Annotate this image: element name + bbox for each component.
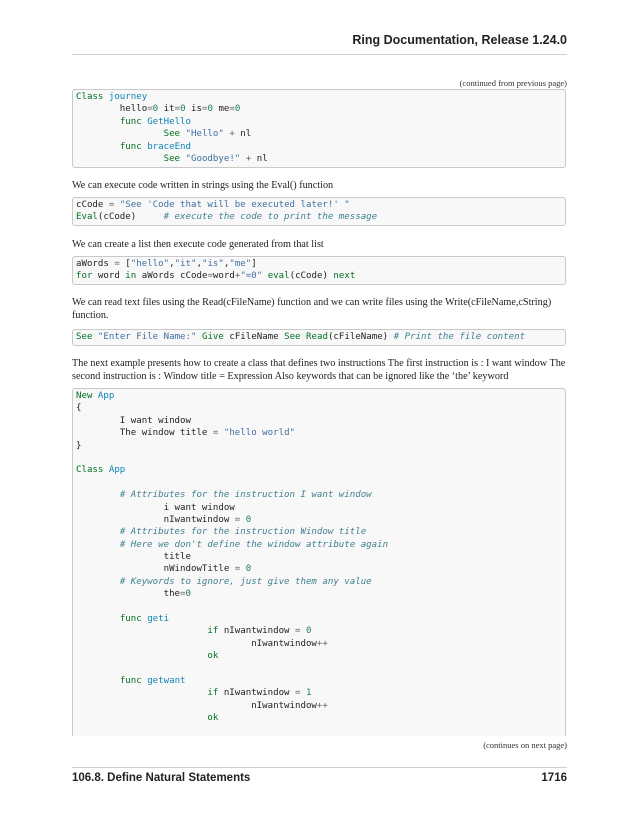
- code-token: "hello world": [223, 428, 296, 439]
- code-token: 0: [180, 104, 186, 115]
- code-token: Class: [76, 92, 104, 102]
- code-line: [76, 116, 562, 128]
- code-token: aWords cCode: [136, 271, 208, 282]
- code-token: braceEnd: [147, 141, 192, 152]
- footer-page-number: 1716: [541, 772, 567, 784]
- code-token: [76, 713, 207, 723]
- code-line: [76, 650, 562, 662]
- code-token: The window title: [76, 428, 213, 439]
- code-line: [76, 551, 562, 563]
- code-line: [76, 211, 562, 223]
- code-token: (cCode): [289, 271, 334, 282]
- code-token: # Attributes for the instruction Window title: [119, 527, 367, 538]
- code-token: 0: [245, 514, 252, 525]
- code-line: [76, 539, 562, 551]
- code-line: [76, 464, 562, 476]
- code-token: {: [76, 403, 82, 414]
- code-token: ,: [223, 259, 230, 269]
- code-token: nWindowTitle: [76, 564, 235, 575]
- code-token: "Hello": [185, 129, 224, 140]
- code-token: [76, 527, 120, 537]
- code-token: ok: [207, 713, 219, 724]
- code-token: # Here we don't define the window attribute again: [119, 539, 389, 550]
- code-token: Class: [76, 465, 104, 476]
- code-token: if: [207, 626, 219, 637]
- code-token: next: [333, 271, 356, 282]
- code-token: cFileName: [223, 332, 285, 342]
- code-line: [76, 638, 562, 650]
- code-token: nIwantwindow: [218, 626, 296, 637]
- code-token: =: [229, 104, 235, 115]
- code-token: 0: [305, 626, 312, 637]
- code-token: "=0": [240, 271, 263, 282]
- code-token: "Goodbye!": [185, 153, 241, 164]
- code-line: [76, 331, 562, 343]
- code-line: [76, 514, 562, 526]
- code-token: ]: [251, 259, 257, 269]
- code-token: [76, 614, 120, 624]
- code-token: me: [212, 104, 230, 115]
- code-token: ++: [316, 638, 328, 649]
- code-line: [76, 588, 562, 600]
- code-token: 0: [234, 104, 241, 115]
- code-line: [76, 601, 562, 613]
- code-token: App: [97, 391, 115, 401]
- code-token: word: [92, 271, 126, 282]
- continues-on-note: (continues on next page): [483, 740, 567, 750]
- code-token: =: [295, 626, 301, 637]
- code-token: ,: [196, 259, 202, 269]
- continued-from-note: (continued from previous page): [459, 78, 567, 88]
- code-line: [76, 415, 562, 427]
- code-block-app-class: [72, 388, 566, 736]
- code-token: func: [119, 141, 142, 152]
- code-token: [: [119, 259, 131, 269]
- code-token: i want window: [76, 502, 235, 513]
- code-token: func: [119, 675, 142, 686]
- code-token: nIwantwindow: [76, 700, 317, 711]
- code-block-eval: [72, 197, 566, 226]
- code-token: I want window: [76, 415, 191, 426]
- code-token: =: [180, 589, 186, 600]
- code-token: [76, 129, 164, 139]
- code-line: [76, 625, 562, 637]
- code-token: [76, 676, 120, 686]
- code-token: [76, 577, 120, 587]
- code-token: 0: [152, 104, 159, 115]
- code-line: [76, 576, 562, 588]
- code-token: # Attributes for the instruction I want window: [119, 490, 372, 501]
- code-token: +: [234, 271, 241, 282]
- code-line: [76, 452, 562, 464]
- code-token: =: [108, 200, 115, 210]
- code-token: eval: [267, 271, 290, 282]
- code-token: geti: [147, 614, 170, 625]
- code-line: [76, 440, 562, 452]
- code-token: title: [76, 552, 191, 563]
- paragraph-natural-instructions: The next example presents how to create a class that defines two instructions The first instruction is : I want window The second instruction is : Window title = Expression Also keywords that can be ignored like the ‘the’ keyword: [72, 358, 566, 382]
- code-token: Read: [306, 332, 328, 342]
- code-token: =: [114, 259, 120, 269]
- code-token: [76, 540, 120, 550]
- code-token: See: [76, 332, 93, 342]
- code-token: cCode: [76, 200, 109, 210]
- code-token: # Keywords to ignore, just give them any value: [119, 576, 372, 587]
- code-token: if: [207, 688, 219, 699]
- code-token: it: [158, 104, 175, 115]
- code-line: [76, 526, 562, 538]
- code-token: func: [119, 614, 142, 625]
- code-token: Eval: [76, 212, 98, 223]
- code-line: [76, 700, 562, 712]
- code-token: See: [284, 332, 301, 342]
- code-token: See: [163, 129, 181, 140]
- code-token: (cFileName): [327, 332, 394, 342]
- code-token: nIwantwindow: [218, 688, 296, 699]
- code-token: =: [295, 688, 301, 699]
- code-line: [76, 675, 562, 687]
- code-token: [76, 688, 207, 698]
- code-token: =: [212, 428, 219, 439]
- code-line: [76, 563, 562, 575]
- code-block-list-eval: [72, 256, 566, 285]
- code-token: "Enter File Name:": [97, 332, 197, 342]
- code-token: +: [229, 129, 235, 140]
- code-token: +: [245, 153, 252, 164]
- code-line: [76, 712, 562, 724]
- code-token: nIwantwindow: [76, 514, 235, 525]
- code-line: [76, 258, 562, 270]
- footer-section-title: 106.8. Define Natural Statements: [72, 772, 251, 784]
- code-line: [76, 103, 562, 115]
- code-line: [76, 477, 562, 489]
- code-token: # Print the file content: [393, 332, 526, 342]
- code-token: journey: [108, 92, 148, 102]
- code-line: [76, 427, 562, 439]
- code-token: [76, 154, 164, 164]
- code-token: hello: [76, 104, 148, 115]
- code-token: # execute the code to print the message: [163, 212, 378, 223]
- code-line: [76, 663, 562, 675]
- code-token: [76, 626, 207, 636]
- code-token: aWords: [76, 259, 115, 269]
- code-token: =: [202, 104, 208, 115]
- code-token: [76, 142, 120, 152]
- header-title: Ring Documentation, Release 1.24.0: [352, 33, 567, 47]
- code-token: New: [76, 391, 93, 401]
- code-token: 1: [305, 688, 312, 699]
- code-token: ++: [316, 700, 328, 711]
- code-token: =: [234, 514, 241, 525]
- code-token: "hello": [130, 259, 170, 269]
- code-token: 0: [245, 564, 252, 575]
- footer-rule: [72, 767, 567, 768]
- paragraph-read-write: We can read text files using the Read(cFileName) function and we can write files using the Write(cFileName,cString) function.: [72, 297, 552, 321]
- code-token: nl: [234, 129, 252, 140]
- code-line: [76, 128, 562, 140]
- code-token: nIwantwindow: [76, 638, 317, 649]
- code-token: in: [125, 271, 137, 282]
- code-token: ,: [169, 259, 175, 269]
- code-line: [76, 502, 562, 514]
- code-line: [76, 687, 562, 699]
- code-line: [76, 270, 562, 282]
- header-rule: [72, 54, 567, 55]
- code-token: "is": [201, 259, 224, 269]
- code-token: See: [163, 153, 181, 164]
- code-line: [76, 489, 562, 501]
- code-token: =: [174, 104, 181, 115]
- paragraph-eval: We can execute code written in strings using the Eval() function: [72, 180, 334, 191]
- code-token: (cCode): [97, 212, 164, 223]
- paragraph-list-eval: We can create a list then execute code generated from that list: [72, 239, 324, 250]
- code-token: =: [234, 564, 241, 575]
- code-token: App: [108, 465, 126, 476]
- code-token: =: [147, 104, 153, 115]
- code-token: =: [207, 271, 213, 282]
- code-token: 0: [185, 589, 191, 600]
- code-token: "me": [229, 259, 252, 269]
- code-token: }: [76, 440, 82, 451]
- code-token: for: [76, 271, 93, 282]
- code-line: [76, 91, 562, 103]
- code-token: getwant: [147, 675, 186, 686]
- code-token: GetHello: [147, 116, 192, 127]
- code-token: ok: [207, 651, 219, 662]
- code-line: [76, 402, 562, 414]
- code-token: word: [212, 271, 235, 282]
- code-token: "it": [174, 259, 197, 269]
- code-token: nl: [251, 153, 268, 164]
- code-line: [76, 153, 562, 165]
- code-line: [76, 390, 562, 402]
- code-token: func: [119, 116, 142, 127]
- code-token: [76, 651, 207, 661]
- code-token: [76, 117, 120, 127]
- code-token: the: [76, 589, 181, 600]
- code-token: "See 'Code that will be executed later!' ": [119, 200, 350, 210]
- code-block-read-file: [72, 329, 566, 346]
- code-line: [76, 613, 562, 625]
- code-block-journey-class: [72, 89, 566, 168]
- code-token: is: [185, 104, 202, 115]
- code-token: 0: [207, 104, 213, 115]
- code-line: [76, 141, 562, 153]
- code-token: Give: [201, 332, 224, 342]
- code-line: [76, 199, 562, 211]
- code-token: [76, 490, 120, 500]
